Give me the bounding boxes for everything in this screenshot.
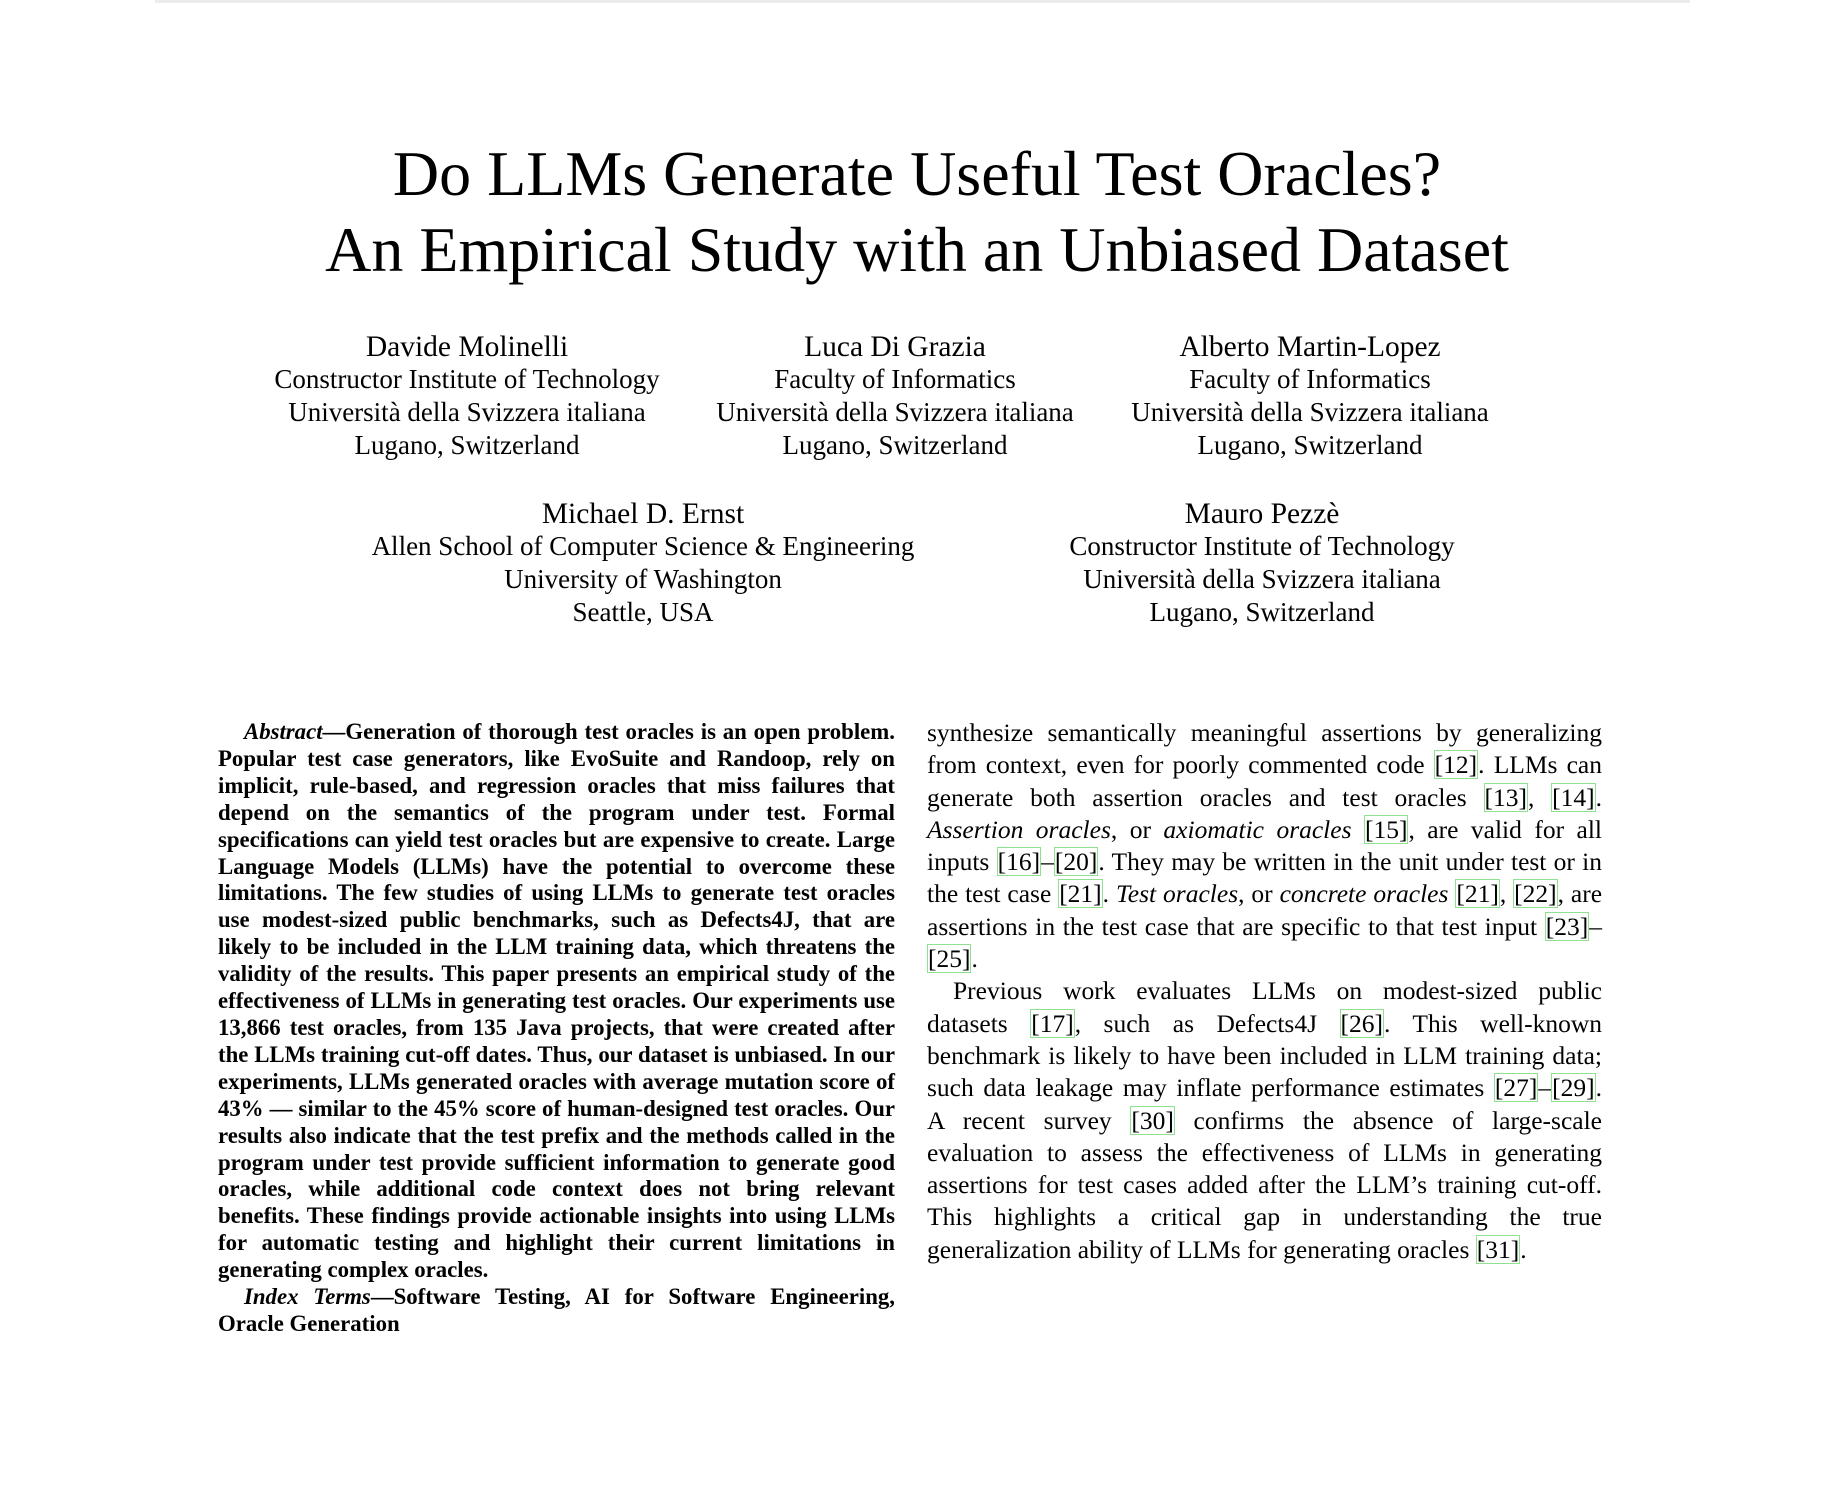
- emphasis-term: Assertion oracles: [927, 814, 1111, 844]
- author-affiliation: Constructor Institute of Technology: [274, 364, 660, 394]
- author-affiliation: Lugano, Switzerland: [1197, 430, 1423, 460]
- body-text: –: [1538, 1073, 1552, 1103]
- author-affiliation: Università della Svizzera italiana: [1131, 397, 1489, 427]
- author-affiliation: Lugano, Switzerland: [782, 430, 1008, 460]
- citation-link[interactable]: [30]: [1131, 1105, 1174, 1135]
- body-text: confirms the absence of large-scale evaluation to assess the effectiveness of LLMs in generating assertions for test cases added after the LLM’s training cut-off. This highlights a critical gap in understanding the true generalization ability of LLMs for generating oracles: [927, 1105, 1602, 1264]
- citation-link[interactable]: [13]: [1484, 782, 1527, 812]
- author-affiliation: Seattle, USA: [572, 597, 714, 627]
- body-text: , are valid for all inputs: [927, 814, 1603, 877]
- body-text: .: [1595, 782, 1603, 812]
- body-text: . They may be written in the unit under test or in the test case: [927, 847, 1603, 909]
- author-affiliation: Constructor Institute of Technology: [1069, 531, 1455, 561]
- emphasis-term: axiomatic oracles: [1163, 814, 1352, 844]
- citation-link[interactable]: [21]: [1059, 879, 1102, 909]
- author-block: [372, 497, 915, 629]
- author-affiliation: Università della Svizzera italiana: [1083, 564, 1441, 594]
- citation-link[interactable]: [21]: [1456, 879, 1499, 909]
- citation-link[interactable]: [14]: [1552, 782, 1595, 812]
- citation-link[interactable]: [29]: [1552, 1073, 1595, 1103]
- author-block: [1131, 330, 1489, 462]
- body-text: Previous work evaluates LLMs on modest-sized public datasets: [927, 976, 1602, 1038]
- body-text: , are assertions in the test case that are specific to that test input: [927, 879, 1603, 941]
- author-affiliation: Lugano, Switzerland: [354, 430, 580, 460]
- citation-link[interactable]: [15]: [1364, 814, 1408, 844]
- body-text: –: [1589, 911, 1602, 941]
- body-text: , or: [1238, 879, 1280, 909]
- author-affiliation: Faculty of Informatics: [774, 364, 1016, 394]
- body-text: .: [1102, 879, 1116, 909]
- index-terms-text: —Software Testing, AI for Software Engineering, Oracle Generation: [218, 1284, 895, 1336]
- body-text: . LLMs can generate both assertion oracles and test oracles: [927, 750, 1602, 812]
- body-text: .: [1520, 1234, 1527, 1264]
- citation-link[interactable]: [23]: [1545, 911, 1589, 941]
- page-top-border: [155, 0, 1690, 3]
- abstract-paragraph: [218, 719, 895, 1284]
- citation-link[interactable]: [27]: [1494, 1073, 1538, 1103]
- citation-link[interactable]: [22]: [1514, 879, 1557, 909]
- body-text: , or: [1110, 814, 1164, 844]
- citation-link[interactable]: [17]: [1031, 1008, 1074, 1038]
- abstract-label: Abstract: [244, 719, 323, 744]
- citation-link[interactable]: [20]: [1054, 847, 1098, 877]
- author-affiliation: Università della Svizzera italiana: [716, 397, 1074, 427]
- author-name: Mauro Pezzè: [1184, 498, 1340, 530]
- author-block: [1069, 497, 1454, 629]
- author-affiliation: Allen School of Computer Science & Engineering: [371, 531, 915, 561]
- body-text: , such as Defects4J: [1074, 1008, 1340, 1038]
- body-text: synthesize semantically meaningful assertions by generalizing from context, even for poorly commented code: [927, 718, 1602, 780]
- citation-link[interactable]: [31]: [1476, 1234, 1520, 1264]
- index-terms-label: Index Terms: [244, 1284, 371, 1310]
- author-name: Michael D. Ernst: [541, 498, 745, 530]
- body-text: .: [971, 944, 978, 974]
- body-text: ,: [1527, 782, 1552, 812]
- abstract-text: —Generation of thorough test oracles is an open problem. Popular test case generators, like EvoSuite and Randoop, rely on implicit, rule-based, and regression oracles that miss failures that depend on the semantics of the program under test. Formal specifications can yield test oracles but are expensive to create. Large Language Models (LLMs) have the potential to overcome these limitations. The few studies of using LLMs to generate test oracles use modest-sized public benchmarks, such as Defects4J, that are likely to be included in the LLM training data, which threatens the validity of the results. This paper presents an empirical study of the effectiveness of LLMs in generating test oracles. Our experiments use 13,866 test oracles, from 135 Java projects, that were created after the LLMs training cut-off dates. Thus, our dataset is unbiased. In our experiments, LLMs generated oracles with average mutation score of 43% — similar to the 45% score of human-designed test oracles. Our results also indicate that the test prefix and the methods called in the program under test provide sufficient information to generate good oracles, while additional code context does not bring relevant benefits. These findings provide actionable insights into using LLMs for automatic testing and highlight their current limitations in generating complex oracles.: [218, 719, 895, 1283]
- body-text: –: [1041, 847, 1054, 877]
- author-name: Alberto Martin-Lopez: [1179, 331, 1441, 363]
- intro-paragraph: [927, 975, 1602, 1266]
- body-text: . A recent survey: [927, 1073, 1602, 1135]
- abstract-section: [218, 719, 895, 1338]
- body-text: [1352, 815, 1364, 844]
- author-name: Luca Di Grazia: [804, 331, 986, 363]
- paper-title-line-2: An Empirical Study with an Unbiased Dataset: [325, 214, 1509, 285]
- introduction-column: [927, 717, 1602, 1266]
- author-affiliation: Faculty of Informatics: [1189, 364, 1431, 394]
- intro-paragraph: [927, 717, 1602, 975]
- index-terms-paragraph: [218, 1284, 895, 1338]
- citation-link[interactable]: [16]: [997, 847, 1041, 877]
- author-block: [274, 330, 659, 462]
- emphasis-term: concrete oracles: [1279, 879, 1449, 909]
- citation-link[interactable]: [12]: [1434, 750, 1478, 780]
- author-block: [716, 330, 1074, 462]
- author-affiliation: Università della Svizzera italiana: [288, 397, 646, 427]
- citation-link[interactable]: [26]: [1340, 1008, 1383, 1038]
- body-text: ,: [1499, 879, 1514, 909]
- author-name: Davide Molinelli: [365, 331, 569, 363]
- citation-link[interactable]: [25]: [928, 944, 971, 974]
- author-affiliation: Lugano, Switzerland: [1149, 597, 1375, 627]
- author-affiliation: University of Washington: [504, 564, 782, 594]
- body-text: . This well-known benchmark is likely to have been included in LLM training data; such data leakage may inflate performance estimates: [927, 1008, 1602, 1103]
- paper-title-line-1: Do LLMs Generate Useful Test Oracles?: [392, 138, 1442, 209]
- emphasis-term: Test oracles: [1115, 879, 1239, 909]
